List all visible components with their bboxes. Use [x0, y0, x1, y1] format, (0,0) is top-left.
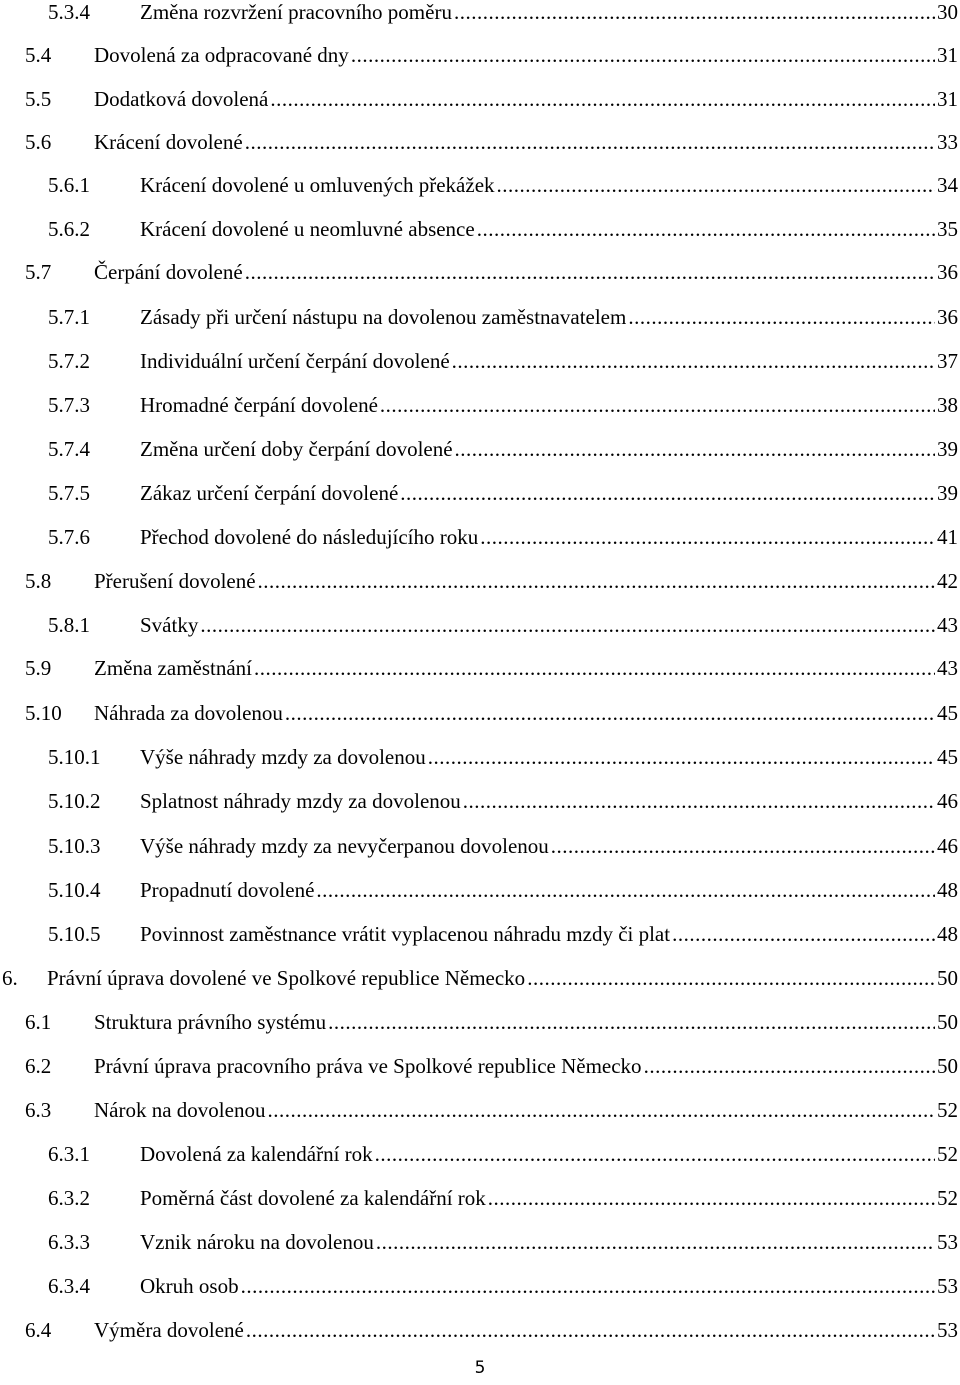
toc-leader-dots [245, 257, 935, 287]
toc-entry-number: 6.1 [25, 1010, 52, 1034]
toc-entry[interactable] [0, 875, 958, 905]
toc-leader-dots [316, 875, 935, 905]
toc-entry[interactable] [0, 84, 958, 114]
toc-entry-page: 35 [937, 217, 958, 241]
toc-entry-title: Vznik nároku na dovolenou [140, 1230, 374, 1254]
toc-entry-number: 5.6.1 [48, 173, 90, 197]
toc-entry[interactable] [0, 170, 958, 200]
toc-entry-title: Výměra dovolené [94, 1318, 244, 1342]
toc-entry-title: Změna rozvržení pracovního poměru [140, 0, 452, 24]
toc-entry-title: Struktura právního systému [94, 1010, 327, 1034]
toc-leader-dots [258, 566, 935, 596]
toc-entry[interactable] [0, 522, 958, 552]
toc-entry-page: 30 [937, 0, 958, 24]
toc-entry[interactable] [0, 963, 958, 993]
toc-leader-dots [246, 1315, 935, 1345]
toc-leader-dots [241, 1271, 935, 1301]
toc-entry-title: Právní úprava dovolené ve Spolkové republice Německo [47, 966, 526, 990]
toc-leader-dots [375, 1139, 935, 1169]
toc-entry-number: 5.7.4 [48, 437, 90, 461]
toc-entry-number: 5.7 [25, 260, 52, 284]
toc-entry[interactable] [0, 1139, 958, 1169]
toc-entry[interactable] [0, 1271, 958, 1301]
toc-entry[interactable] [0, 698, 958, 728]
toc-leader-dots [328, 1007, 935, 1037]
toc-entry[interactable] [0, 786, 958, 816]
toc-entry-page: 43 [937, 613, 958, 637]
toc-leader-dots [452, 346, 935, 376]
toc-leader-dots [376, 1227, 935, 1257]
toc-entry-title: Dovolená za kalendářní rok [140, 1142, 373, 1166]
toc-entry-title: Svátky [140, 613, 199, 637]
toc-entry-page: 45 [937, 701, 958, 725]
toc-entry[interactable] [0, 214, 958, 244]
toc-leader-dots [400, 478, 935, 508]
toc-entry-title: Krácení dovolené [94, 130, 243, 154]
toc-entry[interactable] [0, 346, 958, 376]
toc-entry-title: Dodatková dovolená [94, 87, 269, 111]
toc-leader-dots [245, 127, 935, 157]
toc-entry-page: 41 [937, 525, 958, 549]
toc-entry-page: 36 [937, 260, 958, 284]
toc-entry-number: 5.10.2 [48, 789, 101, 813]
toc-entry-page: 53 [937, 1274, 958, 1298]
toc-entry-page: 37 [937, 349, 958, 373]
toc-entry-page: 48 [937, 922, 958, 946]
toc-entry-title: Krácení dovolené u neomluvné absence [140, 217, 475, 241]
toc-entry[interactable] [0, 742, 958, 772]
toc-leader-dots [628, 302, 935, 332]
toc-entry-number: 5.10.4 [48, 878, 101, 902]
toc-entry-page: 39 [937, 481, 958, 505]
toc-entry[interactable] [0, 919, 958, 949]
toc-entry-number: 5.7.5 [48, 481, 90, 505]
toc-entry[interactable] [0, 127, 958, 157]
toc-entry-title: Povinnost zaměstnance vrátit vyplacenou náhradu mzdy či plat [140, 922, 671, 946]
toc-leader-dots [497, 170, 935, 200]
toc-entry-title: Nárok na dovolenou [94, 1098, 266, 1122]
toc-entry-number: 5.7.2 [48, 349, 90, 373]
toc-entry-number: 5.6 [25, 130, 52, 154]
toc-entry-page: 33 [937, 130, 958, 154]
toc-entry-page: 39 [937, 437, 958, 461]
toc-leader-dots [254, 653, 935, 683]
toc-entry-page: 50 [937, 1010, 958, 1034]
toc-entry-page: 45 [937, 745, 958, 769]
toc-entry[interactable] [0, 390, 958, 420]
toc-entry[interactable] [0, 1095, 958, 1125]
toc-entry[interactable] [0, 257, 958, 287]
toc-entry-number: 6.3.4 [48, 1274, 90, 1298]
toc-entry-number: 6.3 [25, 1098, 52, 1122]
toc-entry-page: 52 [937, 1098, 958, 1122]
toc-entry-title: Přerušení dovolené [94, 569, 256, 593]
toc-entry-title: Výše náhrady mzdy za nevyčerpanou dovolenou [140, 834, 549, 858]
toc-entry-title: Krácení dovolené u omluvených překážek [140, 173, 495, 197]
toc-entry[interactable] [0, 0, 958, 27]
toc-leader-dots [672, 919, 935, 949]
toc-entry-page: 53 [937, 1318, 958, 1342]
toc-entry-page: 50 [937, 1054, 958, 1078]
toc-entry-title: Zásady při určení nástupu na dovolenou zaměstnavatelem [140, 305, 627, 329]
toc-leader-dots [463, 786, 935, 816]
toc-entry-number: 5.8 [25, 569, 52, 593]
toc-entry-number: 5.4 [25, 43, 52, 67]
toc-entry-title: Hromadné čerpání dovolené [140, 393, 378, 417]
toc-entry[interactable] [0, 434, 958, 464]
toc-entry-page: 46 [937, 789, 958, 813]
toc-entry-page: 31 [937, 43, 958, 67]
toc-leader-dots [527, 963, 935, 993]
toc-entry-title: Zákaz určení čerpání dovolené [140, 481, 399, 505]
toc-entry-title: Individuální určení čerpání dovolené [140, 349, 450, 373]
toc-entry-number: 5.10.1 [48, 745, 101, 769]
toc-entry-page: 48 [937, 878, 958, 902]
toc-entry-title: Dovolená za odpracované dny [94, 43, 349, 67]
toc-entry[interactable] [0, 302, 958, 332]
toc-leader-dots [428, 742, 935, 772]
toc-entry[interactable] [0, 1183, 958, 1213]
toc-entry-number: 6.3.2 [48, 1186, 90, 1210]
toc-entry-title: Změna určení doby čerpání dovolené [140, 437, 453, 461]
toc-leader-dots [454, 0, 935, 27]
toc-entry-page: 50 [937, 966, 958, 990]
toc-entry-number: 5.7.1 [48, 305, 90, 329]
toc-entry-page: 43 [937, 656, 958, 680]
toc-entry-title: Okruh osob [140, 1274, 239, 1298]
toc-entry[interactable] [0, 1315, 958, 1345]
toc-leader-dots [480, 522, 935, 552]
toc-entry[interactable] [0, 478, 958, 508]
toc-entry[interactable] [0, 1227, 958, 1257]
toc-entry-title: Výše náhrady mzdy za dovolenou [140, 745, 426, 769]
toc-entry-number: 5.9 [25, 656, 52, 680]
toc-entry-number: 5.8.1 [48, 613, 90, 637]
toc-entry-number: 6.4 [25, 1318, 52, 1342]
toc-entry-title: Náhrada za dovolenou [94, 701, 283, 725]
toc-leader-dots [455, 434, 935, 464]
toc-entry-page: 53 [937, 1230, 958, 1254]
toc-entry-number: 6.2 [25, 1054, 52, 1078]
toc-entry-title: Právní úprava pracovního práva ve Spolkové republice Německo [94, 1054, 642, 1078]
toc-entry-number: 5.7.3 [48, 393, 90, 417]
toc-entry-number: 5.10.5 [48, 922, 101, 946]
toc-leader-dots [477, 214, 935, 244]
toc-entry[interactable] [0, 1007, 958, 1037]
toc-entry-title: Propadnutí dovolené [140, 878, 315, 902]
toc-entry-page: 46 [937, 834, 958, 858]
toc-entry-page: 34 [937, 173, 958, 197]
toc-leader-dots [551, 831, 935, 861]
toc-entry[interactable] [0, 610, 958, 640]
toc-leader-dots [285, 698, 935, 728]
toc-leader-dots [270, 84, 935, 114]
toc-entry-page: 52 [937, 1142, 958, 1166]
toc-entry[interactable] [0, 40, 958, 70]
toc-entry-title: Poměrná část dovolené za kalendářní rok [140, 1186, 486, 1210]
toc-leader-dots [267, 1095, 935, 1125]
toc-entry-page: 52 [937, 1186, 958, 1210]
toc-entry-number: 6. [2, 966, 18, 990]
toc-entry-title: Čerpání dovolené [94, 260, 243, 284]
toc-entry-number: 6.3.1 [48, 1142, 90, 1166]
toc-entry-number: 6.3.3 [48, 1230, 90, 1254]
toc-leader-dots [200, 610, 935, 640]
toc-entry-number: 5.10.3 [48, 834, 101, 858]
toc-leader-dots [644, 1051, 935, 1081]
toc-entry-title: Splatnost náhrady mzdy za dovolenou [140, 789, 461, 813]
toc-entry-page: 42 [937, 569, 958, 593]
toc-entry-page: 36 [937, 305, 958, 329]
toc-entry-number: 5.6.2 [48, 217, 90, 241]
toc-entry-page: 38 [937, 393, 958, 417]
page-number: 5 [474, 1358, 486, 1378]
toc-entry[interactable] [0, 653, 958, 683]
toc-entry[interactable] [0, 831, 958, 861]
toc-entry-number: 5.3.4 [48, 0, 90, 24]
toc-entry-page: 31 [937, 87, 958, 111]
toc-leader-dots [351, 40, 935, 70]
toc-leader-dots [488, 1183, 935, 1213]
toc-entry[interactable] [0, 1051, 958, 1081]
toc-leader-dots [380, 390, 935, 420]
toc-entry-number: 5.5 [25, 87, 52, 111]
toc-entry-number: 5.7.6 [48, 525, 90, 549]
toc-entry-title: Přechod dovolené do následujícího roku [140, 525, 479, 549]
toc-entry[interactable] [0, 566, 958, 596]
toc-entry-title: Změna zaměstnání [94, 656, 253, 680]
toc-entry-number: 5.10 [25, 701, 62, 725]
